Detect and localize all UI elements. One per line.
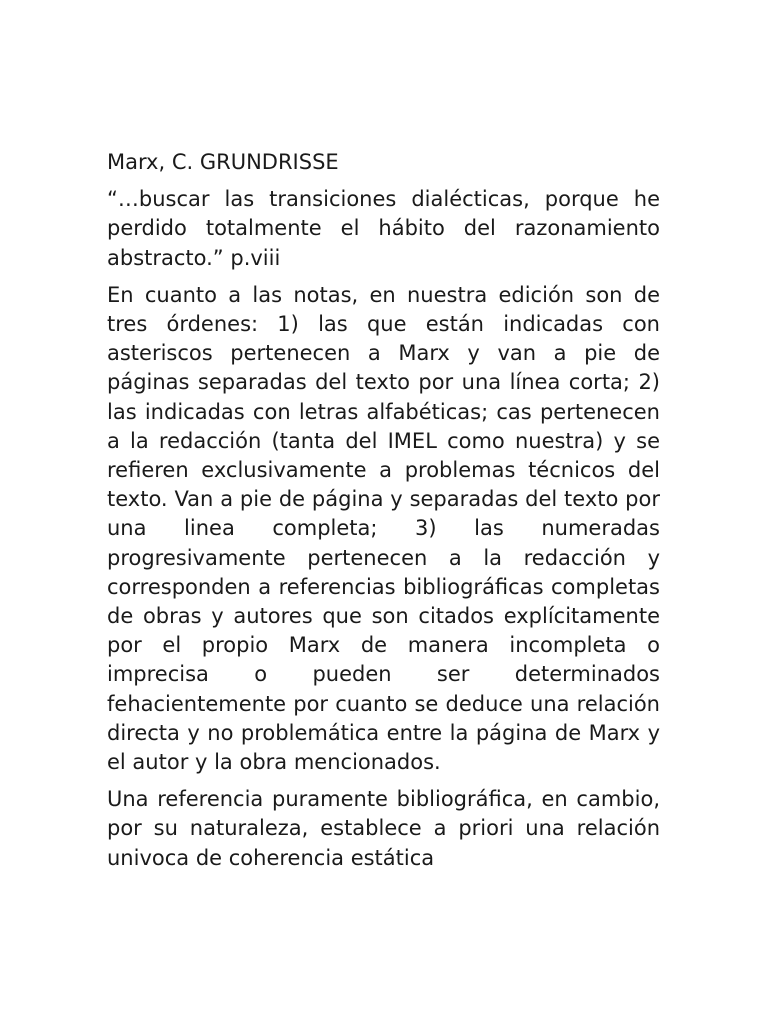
document-heading: Marx, C. GRUNDRISSE — [107, 150, 339, 174]
notes-paragraph: En cuanto a las notas, en nuestra edición son de tres órdenes: 1) las que están indicadas con asteriscos pertenecen a Marx y van a pie de páginas separadas del texto por una línea corta; 2) las indicadas con letras alfabéticas; cas pertenecen a la redacción (tanta del IMEL como nuestra) y se refieren exclusivamente a problemas técnicos del texto. Van a pie de página y separadas del texto por una linea completa; 3) las numeradas progresivamente pertenecen a la redacción y corresponden a referencias bibliográficas completas de obras y autores que son citados explícitamente por el propio Marx de manera incompleta o imprecisa o pueden ser determinados fehacientemente por cuanto se deduce una relación directa y no problemática entre la página de Marx y el autor y la obra mencionados. — [107, 282, 660, 775]
reference-paragraph: Una referencia puramente bibliográfica, en cambio, por su naturaleza, establece a priori una relación univoca de coherencia estática — [107, 787, 660, 870]
quote-paragraph: “…buscar las transiciones dialécticas, porque he perdido totalmente el hábito del razonamiento abstracto.” p.viii — [107, 187, 660, 270]
document-page — [107, 148, 660, 881]
